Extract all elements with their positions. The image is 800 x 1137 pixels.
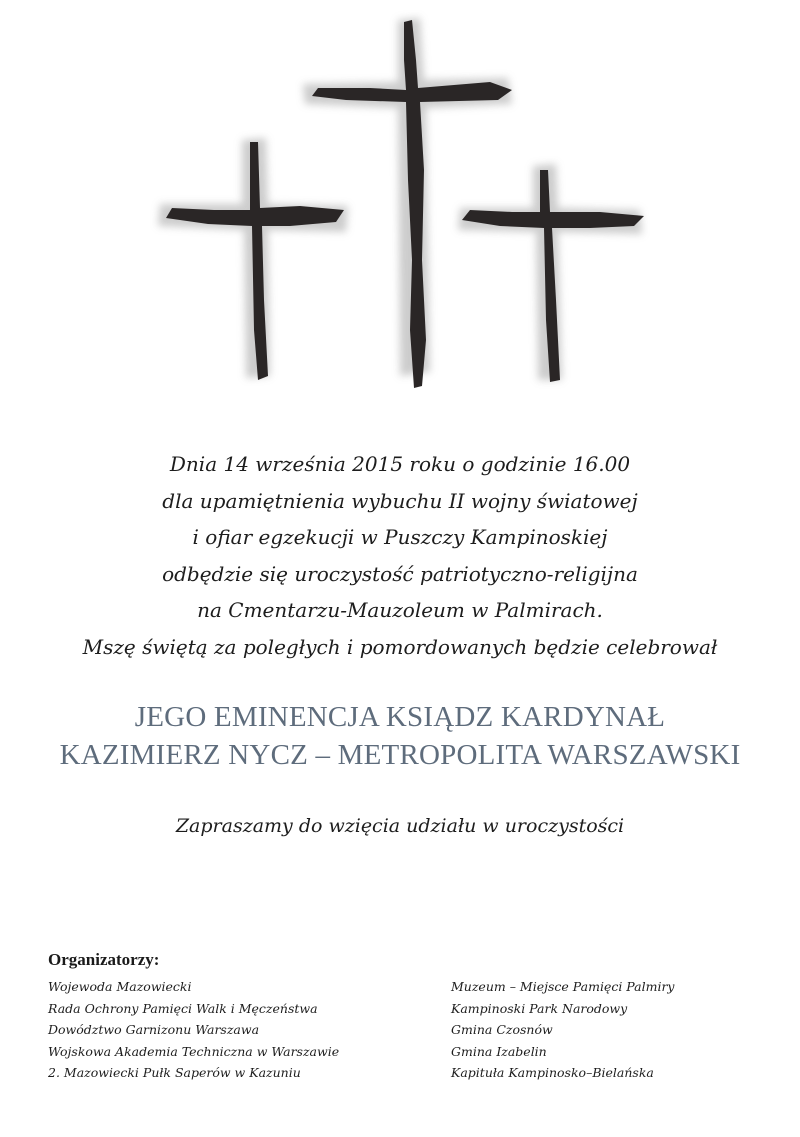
invitation-line: odbędzie się uroczystość patriotyczno-religijna (162, 561, 638, 586)
invitation-line: dla upamiętnienia wybuchu II wojny światowej (162, 488, 638, 513)
organizer-item: Kampinoski Park Narodowy (451, 1000, 628, 1016)
organizers-list-right (451, 976, 675, 1084)
center-cross (312, 20, 512, 388)
three-crosses-icon (0, 0, 800, 400)
closing-invitation: Zapraszamy do wzięcia udziału w uroczystości (175, 815, 625, 837)
organizer-item: Wojewoda Mazowiecki (48, 979, 192, 994)
organizer-item: Kapituła Kampinosko–Bielańska (451, 1065, 654, 1080)
organizer-item: Wojskowa Akademia Techniczna w Warszawie (48, 1043, 340, 1059)
organizer-item: Rada Ochrony Pamięci Walk i Męczeństwa (48, 1000, 318, 1016)
invitation-line: Mszę świętą za poległych i pomordowanych będzie celebrował (82, 634, 718, 659)
organizer-item: Gmina Izabelin (451, 1043, 547, 1059)
organizers-title: Organizatorzy: (48, 950, 160, 969)
headline-line: KAZIMIERZ NYCZ – METROPOLITA WARSZAWSKI (59, 739, 741, 771)
headline-line: JEGO EMINENCJA KSIĄDZ KARDYNAŁ (134, 701, 666, 733)
organizer-item: 2. Mazowiecki Pułk Saperów w Kazuniu (48, 1065, 301, 1080)
invitation-text (0, 446, 800, 665)
invitation-line: i ofiar egzekucji w Puszczy Kampinoskiej (192, 525, 608, 549)
organizers-list-left (48, 976, 339, 1084)
invitation-line: na Cmentarzu-Mauzoleum w Palmirach. (197, 598, 603, 622)
organizer-item: Gmina Czosnów (451, 1022, 553, 1037)
organizer-item: Muzeum – Miejsce Pamięci Palmiry (451, 979, 675, 994)
organizer-item: Dowództwo Garnizonu Warszawa (48, 1022, 260, 1037)
celebrant-headline (0, 698, 800, 774)
invitation-line: Dnia 14 września 2015 roku o godzinie 16.00 (169, 452, 631, 476)
cross-smudges (158, 18, 642, 380)
